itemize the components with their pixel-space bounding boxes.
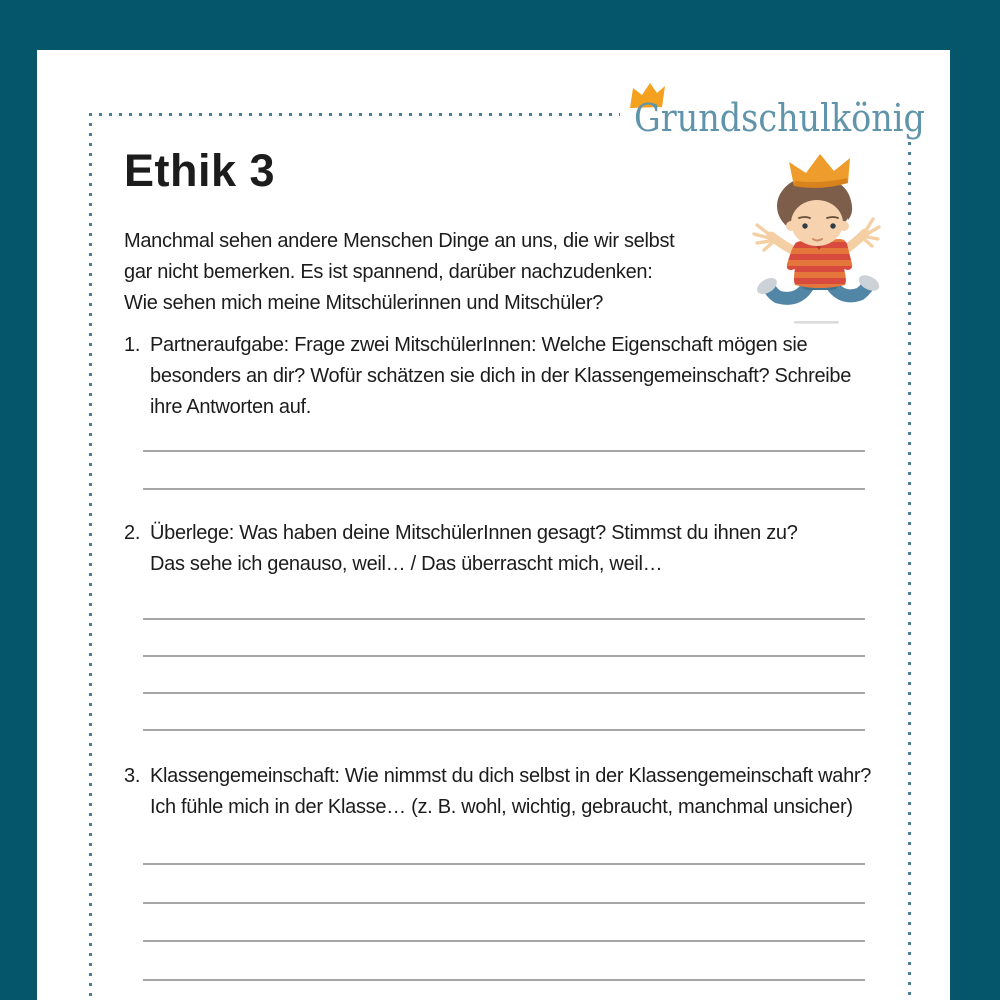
task-item-3	[124, 761, 871, 823]
writing-line	[143, 488, 865, 490]
intro-line: Wie sehen mich meine Mitschülerinnen und Mitschüler?	[124, 292, 604, 314]
task-item-1	[124, 330, 851, 423]
task-item-2	[124, 518, 798, 580]
writing-line	[143, 692, 865, 694]
intro-paragraph	[124, 226, 674, 319]
page-title: Ethik 3	[124, 145, 276, 196]
task-text-line: Partneraufgabe: Frage zwei MitschülerInnen: Welche Eigenschaft mögen sie	[150, 334, 808, 356]
writing-line	[143, 863, 865, 865]
writing-line	[143, 979, 865, 981]
dotted-border-top	[89, 113, 620, 116]
writing-line	[143, 902, 865, 904]
task-text-line: ihre Antworten auf.	[150, 396, 312, 418]
intro-line: Manchmal sehen andere Menschen Dinge an uns, die wir selbst	[124, 230, 675, 252]
task-text-line: Ich fühle mich in der Klasse… (z. B. wohl, wichtig, gebraucht, manchmal unsicher)	[150, 796, 853, 818]
task-number: 1.	[124, 334, 141, 356]
boy-with-crown-illustration	[748, 150, 890, 328]
writing-line	[143, 450, 865, 452]
writing-line	[143, 618, 865, 620]
writing-line	[143, 655, 865, 657]
task-text-line: besonders an dir? Wofür schätzen sie dich in der Klassengemeinschaft? Schreibe	[150, 365, 852, 387]
task-text-line: Klassengemeinschaft: Wie nimmst du dich selbst in der Klassengemeinschaft wahr?	[150, 765, 872, 787]
intro-line: gar nicht bemerken. Es ist spannend, darüber nachzudenken:	[124, 261, 653, 283]
dotted-border-left	[89, 113, 92, 1000]
writing-line	[143, 940, 865, 942]
logo-text: Grundschulkönig	[634, 96, 925, 140]
task-number: 2.	[124, 522, 141, 544]
task-text-line: Das sehe ich genauso, weil… / Das überrascht mich, weil…	[150, 553, 663, 575]
task-text-line: Überlege: Was haben deine MitschülerInnen gesagt? Stimmst du ihnen zu?	[150, 522, 798, 544]
writing-line	[143, 729, 865, 731]
task-number: 3.	[124, 765, 141, 787]
dotted-border-right	[908, 142, 911, 1000]
